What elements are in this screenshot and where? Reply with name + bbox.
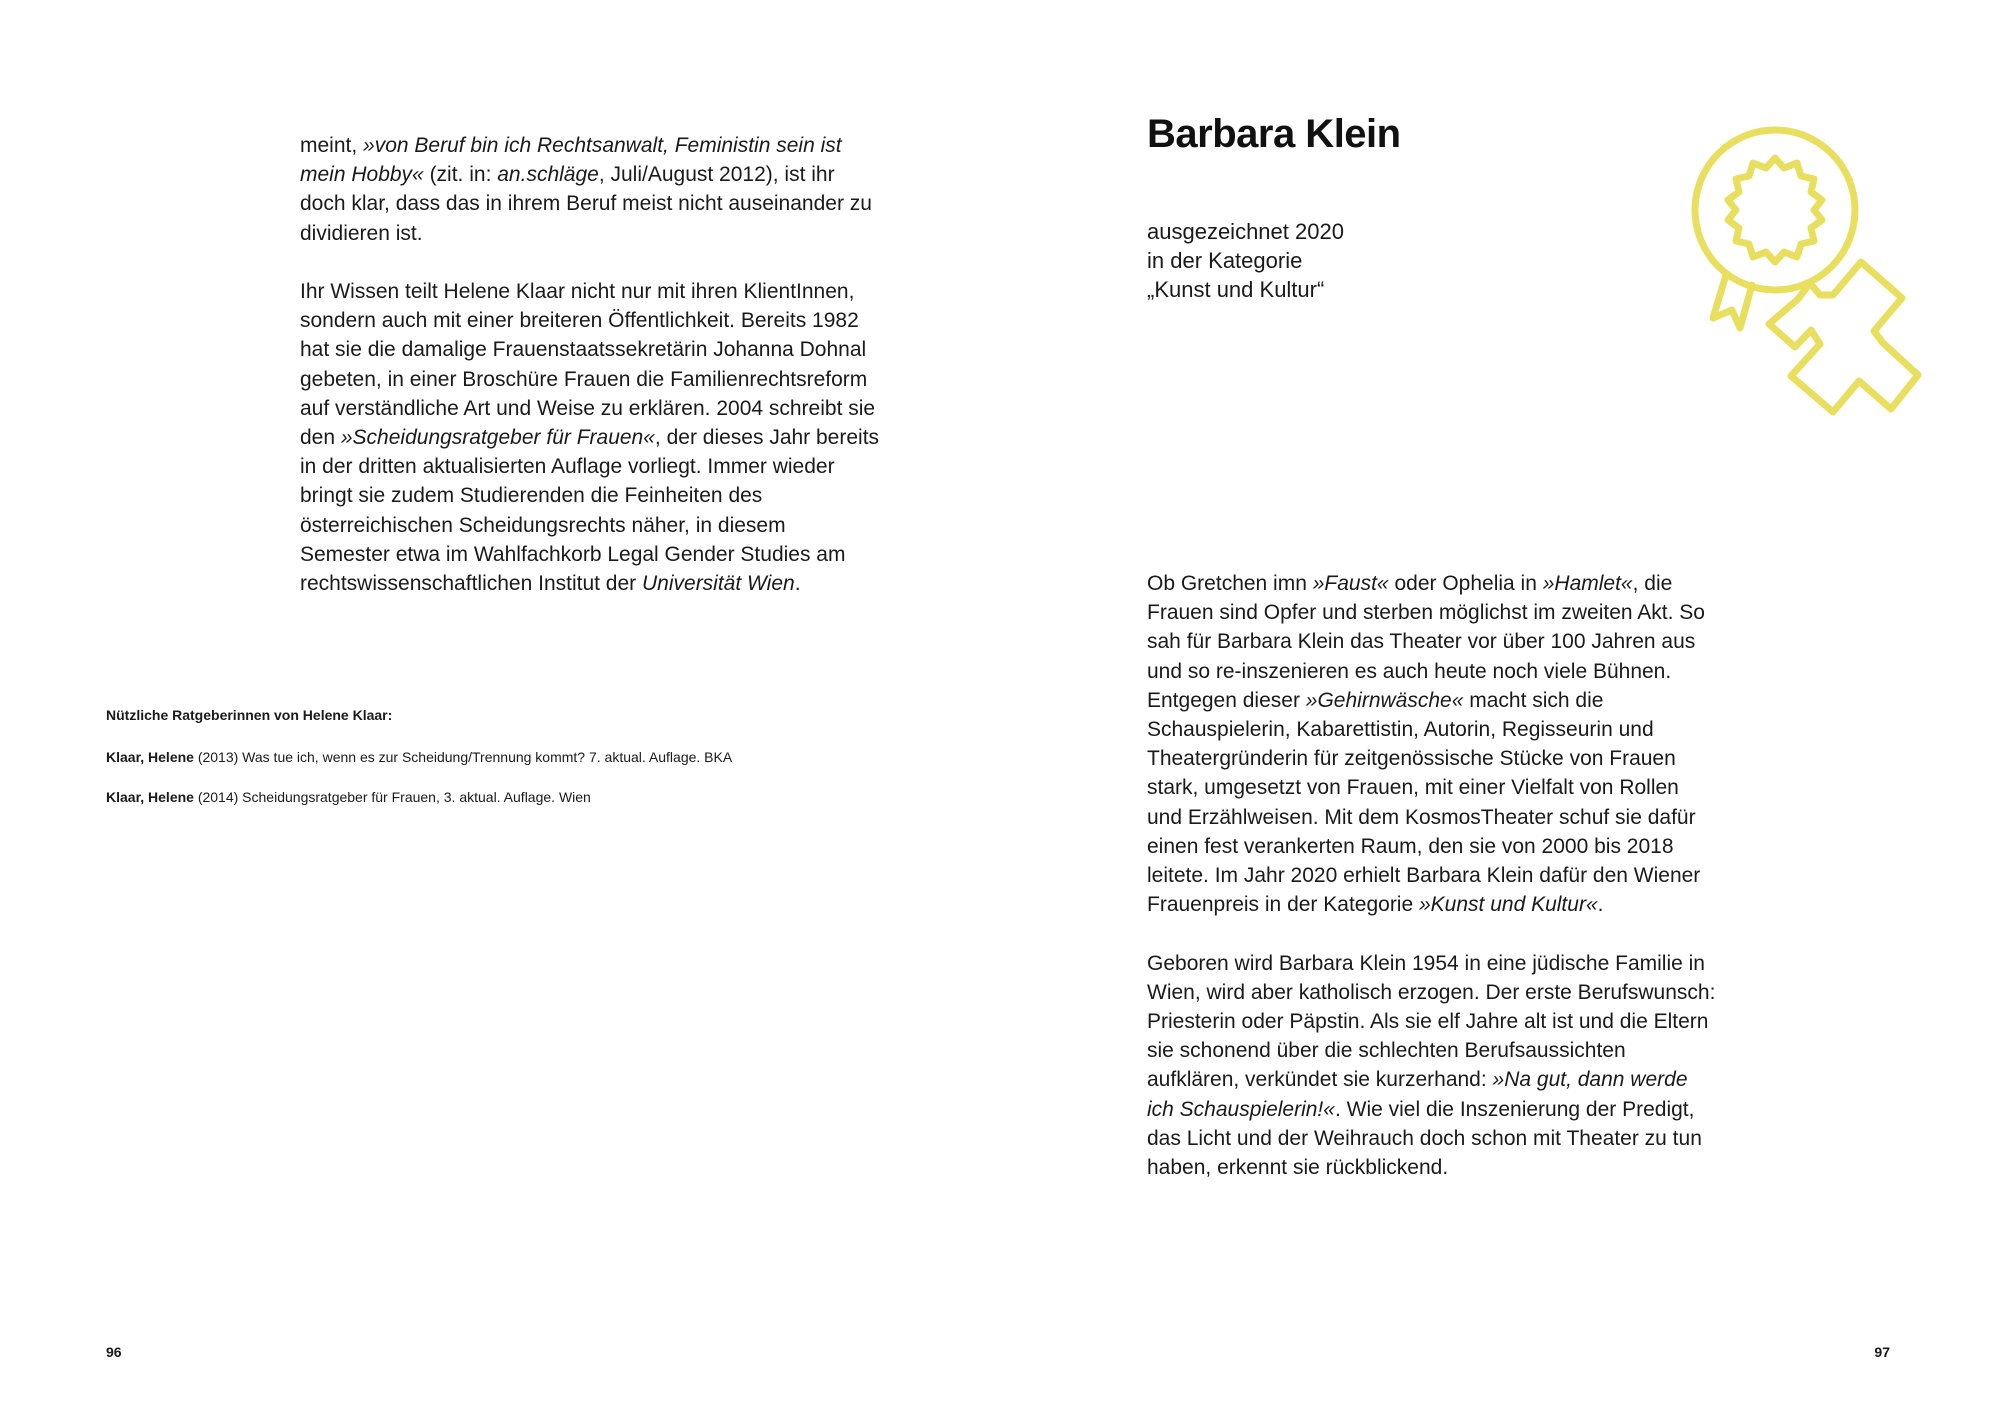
left-paragraph-1: meint, »von Beruf bin ich Rechtsanwalt, Feministin sein ist mein Hobby« (zit. in: an.schläge, Juli/August 2012), ist ihr doch klar, dass das in ihrem Beruf meist nicht auseinander zu dividieren ist. [300, 134, 872, 245]
award-line: in der Kategorie [1147, 248, 1303, 273]
page-number-left: 96 [106, 1344, 122, 1360]
reference-author: Klaar, Helene [106, 749, 194, 765]
page-number-right: 97 [1874, 1344, 1890, 1360]
award-info [1147, 217, 1344, 304]
award-line: ausgezeichnet 2020 [1147, 219, 1344, 244]
reference-author: Klaar, Helene [106, 789, 194, 805]
award-line: „Kunst und Kultur“ [1147, 277, 1325, 302]
page-title: Barbara Klein [1147, 112, 1401, 156]
female-symbol-rosette-icon [1680, 115, 1950, 465]
right-paragraph-2: Geboren wird Barbara Klein 1954 in eine jüdische Familie in Wien, wird aber katholisch erzogen. Der erste Berufswunsch: Priesterin oder Päpstin. Als sie elf Jahre alt ist und die Eltern sie schonend über die schlechten Berufsaussichten aufklären, verkündet sie kurzerhand: »Na gut, dann werde ich Schauspielerin!«. Wie viel die Inszenierung der Predigt, das Licht und der Weihrauch doch schon mit Theater zu tun haben, erkennt sie rückblickend. [1147, 951, 1716, 1180]
left-paragraph-2: Ihr Wissen teilt Helene Klaar nicht nur mit ihren KlientInnen, sondern auch mit einer breiteren Öffentlichkeit. Bereits 1982 hat sie die damalige Frauenstaatssekretärin Johanna Dohnal gebeten, in einer Broschüre Frauen die Familienrechtsreform auf verständliche Art und Weise zu erklären. 2004 schreibt sie den »Scheidungsratgeber für Frauen«, der dieses Jahr bereits in der dritten aktualisierten Auflage vorliegt. Immer wieder bringt sie zudem Studierenden die Feinheiten des österreichischen Scheidungsrechts näher, in diesem Semester etwa im Wahlfachkorb Legal Gender Studies am rechtswissenschaftlichen Institut der Universität Wien. [300, 280, 880, 596]
references-heading: Nützliche Ratgeberinnen von Helene Klaar: [106, 707, 393, 723]
left-body-text [300, 131, 880, 627]
right-body-text [1147, 569, 1717, 1211]
right-paragraph-1: Ob Gretchen imn »Faust« oder Ophelia in »Hamlet«, die Frauen sind Opfer und sterben möglichst im zweiten Akt. So sah für Barbara Klein das Theater vor über 100 Jahren aus und so re-inszenieren es auch heute noch viele Bühnen. Entgegen dieser »Gehirnwäsche« macht sich die Schauspielerin, Kabarettistin, Autorin, Regisseurin und Theatergründerin für zeitgenössische Stücke von Frauen stark, umgesetzt von Frauen, mit einer Vielfalt von Rollen und Erzählweisen. Mit dem KosmosTheater schuf sie dafür einen fest verankerten Raum, den sie von 2000 bis 2018 leitete. Im Jahr 2020 erhielt Barbara Klein dafür den Wiener Frauenpreis in der Kategorie »Kunst und Kultur«. [1147, 572, 1705, 917]
reference-item: Klaar, Helene (2014) Scheidungsratgeber für Frauen, 3. aktual. Auflage. Wien [106, 789, 591, 805]
reference-item: Klaar, Helene (2013) Was tue ich, wenn es zur Scheidung/Trennung kommt? 7. aktual. Auflage. BKA [106, 749, 733, 765]
references [106, 706, 866, 828]
right-page [1000, 0, 2000, 1412]
